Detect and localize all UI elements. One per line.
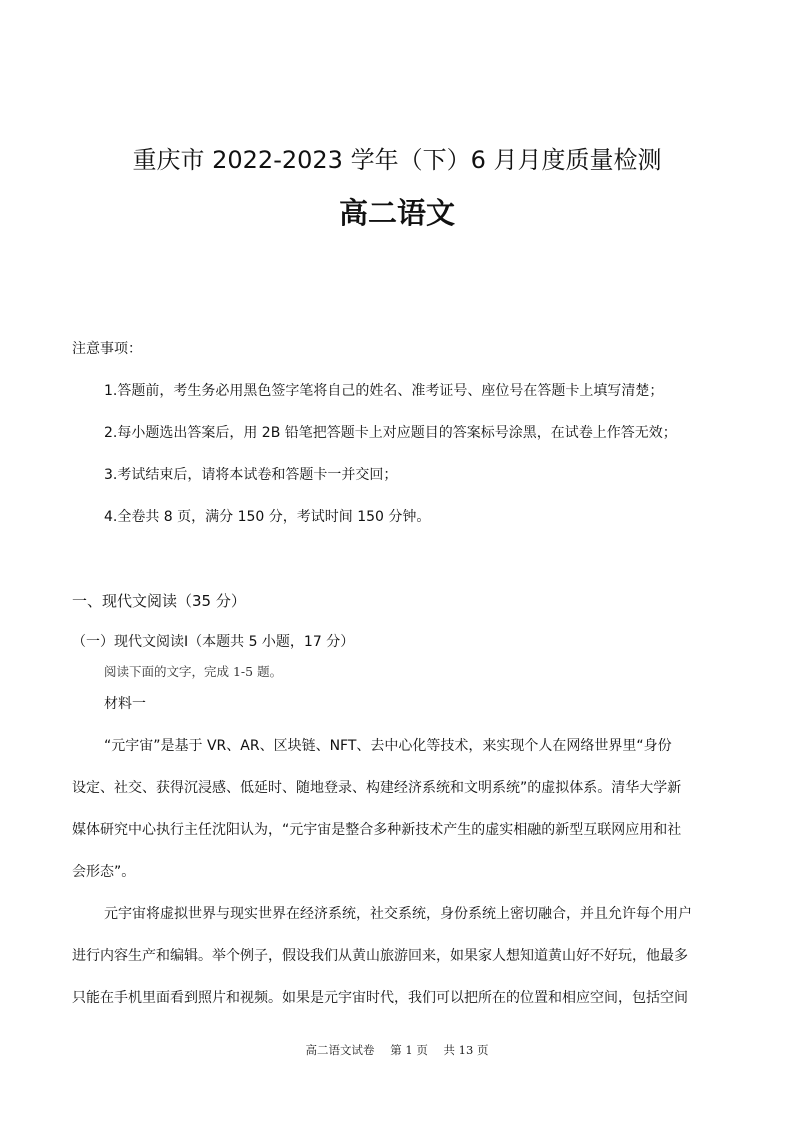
material-label: 材料一 [104, 696, 146, 712]
notice-item-4: 4.全卷共 8 页，满分 150 分，考试时间 150 分钟。 [104, 509, 431, 525]
passage-line: 元宇宙将虚拟世界与现实世界在经济系统，社交系统，身份系统上密切融合，并且允许每个用户 [104, 906, 692, 922]
footer-total-pages: 共 13 页 [443, 1043, 489, 1057]
notice-heading: 注意事项： [72, 341, 142, 357]
subject-title: 高二语文 [338, 196, 455, 230]
footer-page-number: 第 1 页 [390, 1043, 428, 1057]
passage-line: 进行内容生产和编辑。举个例子，假设我们从黄山旅游回来，如果家人想知道黄山好不好玩，他最多 [72, 948, 688, 964]
passage-line: “元宇宙”是基于 VR、AR、区块链、NFT、去中心化等技术，来实现个人在网络世界里“身份 [104, 738, 672, 754]
passage-line: 只能在手机里面看到照片和视频。如果是元宇宙时代，我们可以把所在的位置和相应空间，包括空间 [72, 990, 688, 1006]
passage-line: 会形态”。 [72, 864, 136, 880]
section-heading: 一、现代文阅读（35 分） [72, 592, 246, 610]
notice-item-1: 1.答题前，考生务必用黑色签字笔将自己的姓名、准考证号、座位号在答题卡上填写清楚； [104, 383, 664, 399]
passage-line: 设定、社交、获得沉浸感、低延时、随地登录、构建经济系统和文明系统”的虚拟体系。清华大学新 [72, 780, 682, 796]
subsection-heading: （一）现代文阅读Ⅰ（本题共 5 小题，17 分） [72, 634, 355, 650]
exam-title: 重庆市 2022-2023 学年（下）6 月月度质量检测 [132, 146, 662, 174]
notice-item-2: 2.每小题选出答案后，用 2B 铅笔把答题卡上对应题目的答案标号涂黑，在试卷上作答无效； [104, 425, 677, 441]
notice-item-3: 3.考试结束后，请将本试卷和答题卡一并交回； [104, 467, 398, 483]
passage-line: 媒体研究中心执行主任沈阳认为，“元宇宙是整合多种新技术产生的虚实相融的新型互联网应用和社 [72, 822, 682, 838]
reading-instruction: 阅读下面的文字，完成 1-5 题。 [104, 664, 283, 679]
page-footer [0, 1042, 794, 1058]
footer-doc-name: 高二语文试卷 [305, 1043, 375, 1057]
